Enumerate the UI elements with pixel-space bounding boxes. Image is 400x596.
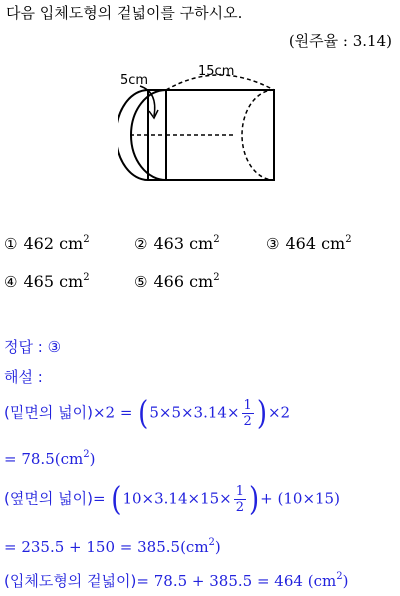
solution-line-2: = $78.5(cm^2)$ bbox=[4, 449, 96, 468]
choice-1[interactable]: ① 462 $cm^2$ bbox=[4, 234, 90, 253]
solid-figure-diagram bbox=[118, 60, 288, 185]
question-text: 다음 입체도형의 겉넓이를 구하시오. bbox=[6, 4, 243, 22]
explanation-label: 해설 : bbox=[4, 368, 43, 386]
choice-3[interactable]: ③ 464 $cm^2$ bbox=[266, 234, 352, 253]
choice-4[interactable]: ④ 465 $cm^2$ bbox=[4, 272, 90, 291]
answer-line: 정답 : ③ bbox=[4, 338, 62, 356]
right-semicircle-hidden bbox=[242, 90, 274, 180]
solution-line-1: (밑면의 넓이)×2 = (5×5×3.14× $\frac{1}{2}$ )×2 bbox=[4, 394, 291, 433]
solution-line-4: = $235.5 + 150 = 385.5(cm^2)$ bbox=[4, 537, 221, 556]
label-15cm: 15cm bbox=[198, 64, 235, 79]
solution-line-5: (입체도형의 겉넓이)= 78.5 + 385.5 = 464 $(cm^2)$ bbox=[4, 571, 349, 590]
label-5cm: 5cm bbox=[120, 73, 149, 88]
choice-5[interactable]: ⑤ 466 $cm^2$ bbox=[134, 272, 220, 291]
pi-note: (원주율 : 3.14) bbox=[288, 32, 392, 50]
choice-2[interactable]: ② 463 $cm^2$ bbox=[134, 234, 220, 253]
solution-line-3: (옆면의 넓이)= (10×3.14×15× $\frac{1}{2}$ )+ (10×15) bbox=[4, 480, 340, 519]
